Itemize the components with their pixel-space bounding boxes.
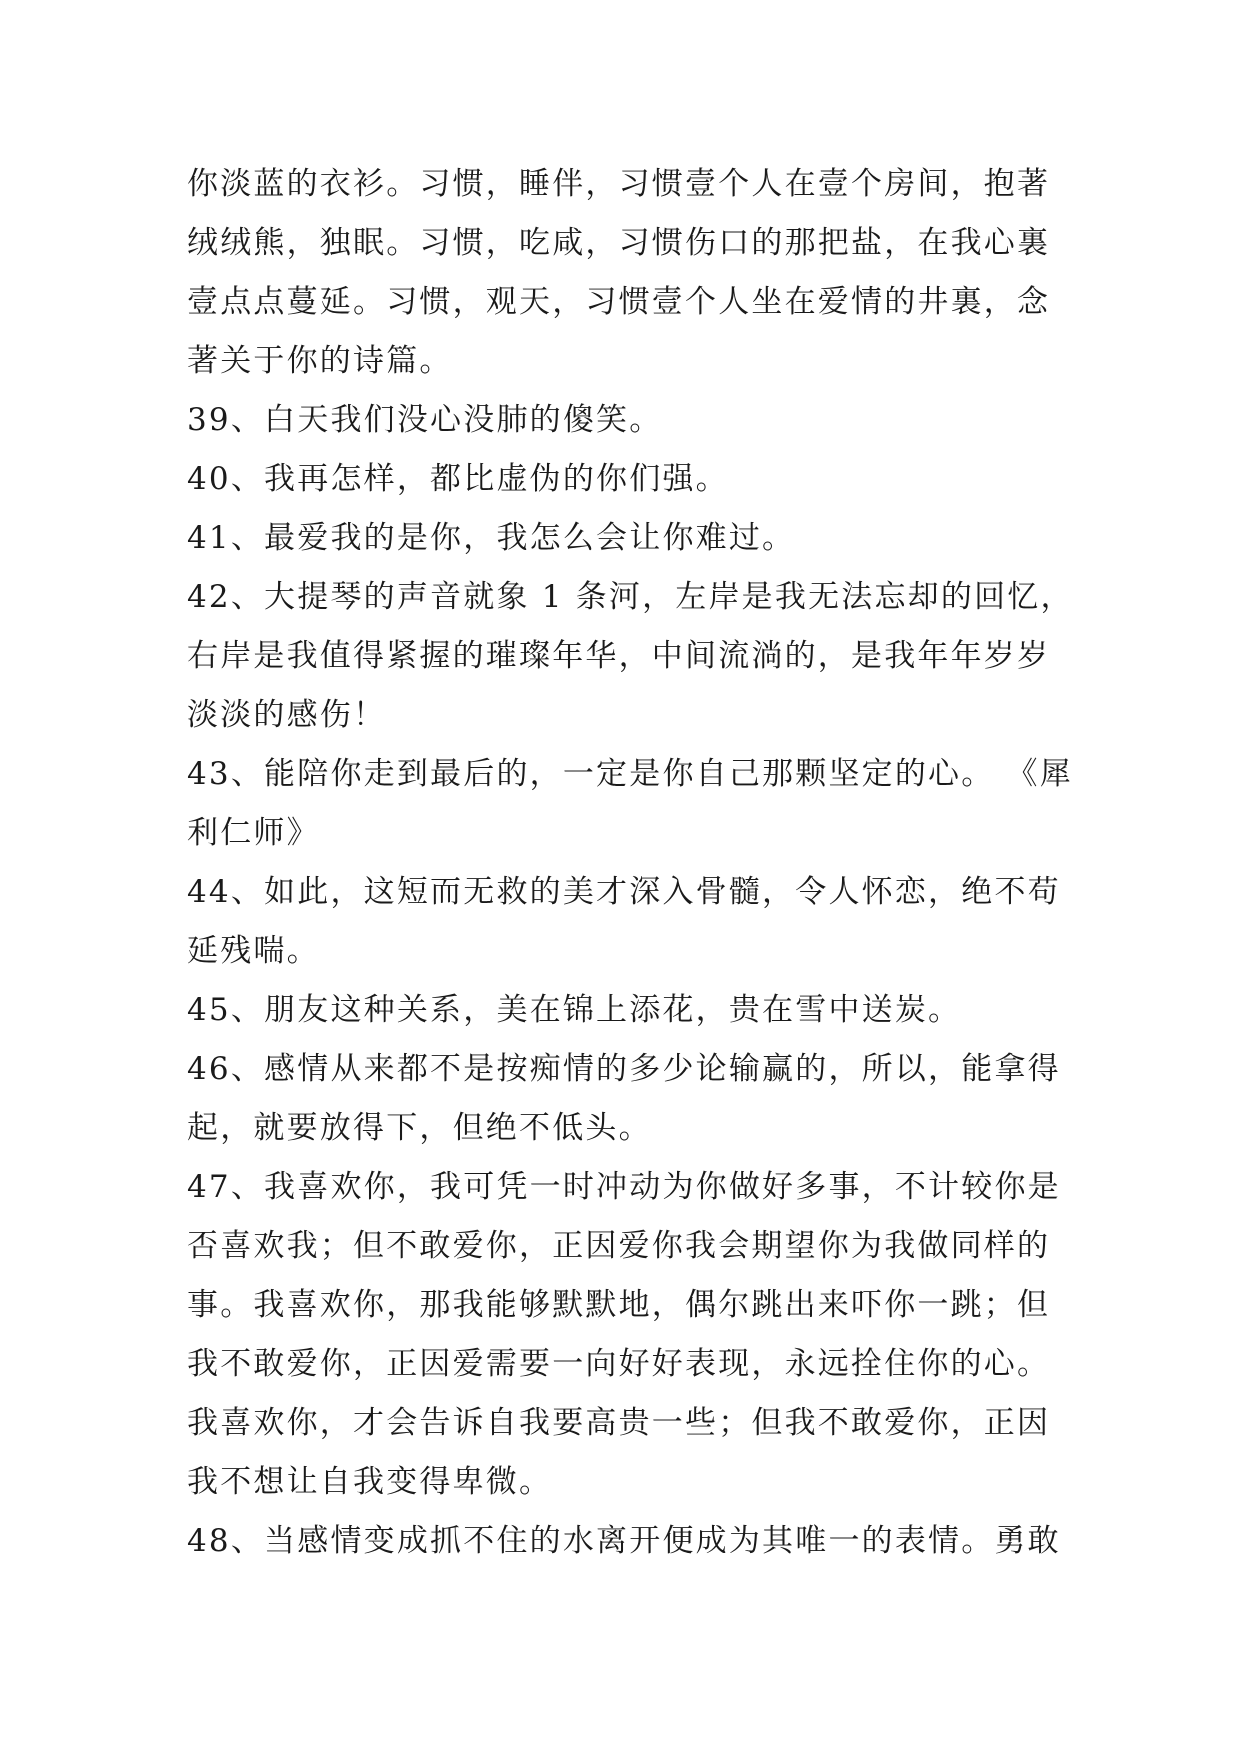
text-line: 右岸是我值得紧握的璀璨年华，中间流淌的，是我年年岁岁 — [187, 638, 1051, 674]
text-line: 我不敢爱你，正因爱需要一向好好表现，永远拴住你的心。 — [187, 1346, 1051, 1382]
text-line: 48、当感情变成抓不住的水离开便成为其唯一的表情。勇敢 — [187, 1523, 1061, 1559]
text-line: 39、白天我们没心没肺的傻笑。 — [187, 402, 663, 438]
text-line: 淡淡的感伤！ — [187, 697, 387, 733]
document-body — [187, 155, 1074, 1571]
text-line: 44、如此，这短而无救的美才深入骨髓，令人怀恋，绝不苟 — [187, 874, 1061, 910]
text-line: 我不想让自我变得卑微。 — [187, 1464, 553, 1500]
text-line: 我喜欢你，才会告诉自我要高贵一些；但我不敢爱你，正因 — [187, 1405, 1051, 1441]
text-line: 45、朋友这种关系，美在锦上添花，贵在雪中送炭。 — [187, 992, 962, 1028]
text-line: 著关于你的诗篇。 — [187, 343, 453, 379]
text-line: 你淡蓝的衣衫。习惯，睡伴，习惯壹个人在壹个房间，抱著 — [187, 166, 1051, 202]
text-line: 46、感情从来都不是按痴情的多少论输赢的，所以，能拿得 — [187, 1051, 1061, 1087]
text-line: 绒绒熊，独眠。习惯，吃咸，习惯伤口的那把盐，在我心裏 — [187, 225, 1051, 261]
text-line: 事。我喜欢你，那我能够默默地，偶尔跳出来吓你一跳；但 — [187, 1287, 1051, 1323]
text-line: 否喜欢我；但不敢爱你，正因爱你我会期望你为我做同样的 — [187, 1228, 1051, 1264]
text-line: 利仁师》 — [187, 815, 320, 851]
text-line: 延残喘。 — [187, 933, 320, 969]
text-line: 43、能陪你走到最后的，一定是你自己那颗坚定的心。 《犀 — [187, 756, 1073, 792]
text-line: 42、大提琴的声音就象 1 条河，左岸是我无法忘却的回忆， — [187, 579, 1074, 615]
text-line: 40、我再怎样，都比虚伪的你们强。 — [187, 461, 729, 497]
text-line: 起，就要放得下，但绝不低头。 — [187, 1110, 652, 1146]
text-line: 41、最爱我的是你，我怎么会让你难过。 — [187, 520, 796, 556]
text-line: 47、我喜欢你，我可凭一时冲动为你做好多事，不计较你是 — [187, 1169, 1061, 1205]
text-line: 壹点点蔓延。习惯，观天，习惯壹个人坐在爱情的井裏，念 — [187, 284, 1051, 320]
